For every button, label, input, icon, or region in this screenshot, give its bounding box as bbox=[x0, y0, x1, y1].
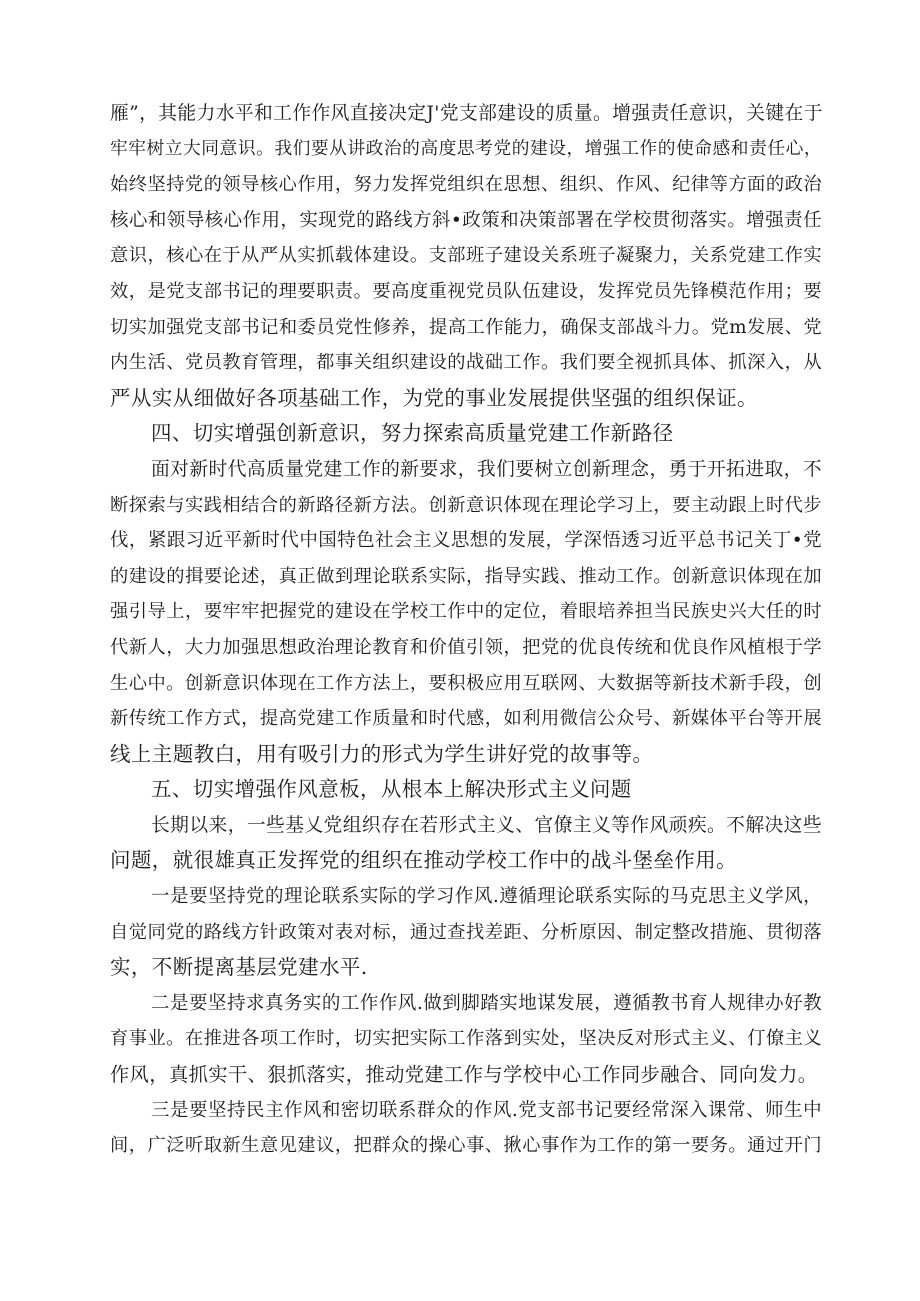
body-line: 核心和领导核心作用，实现党的路线方斜•政策和决策部署在学校贯彻落实。增强责任 bbox=[110, 209, 822, 231]
body-line: 问题，就很雄真正发挥党的组织在推动学校工作中的战斗堡垒作用。 bbox=[110, 848, 737, 873]
section-heading-4: 四、切实增强创新意识，努力探索高质量党建工作新路径 bbox=[151, 421, 674, 446]
body-line: 内生活、党员教育管理，都事关组织建设的战础工作。我们要全视抓具体、抓深入，从 bbox=[110, 352, 822, 374]
body-line: 强引导上，要牢牢把握党的建设在学校工作中的定位，着眼培养担当民族史兴大任的时 bbox=[110, 601, 822, 623]
body-line: 新传统工作方式，提高党建工作质量和时代感，如利用微信公众号、新媒体平台等开展 bbox=[110, 708, 822, 730]
body-line: 的建设的揖要论述，真正做到理论联系实际，指导实践、推动工作。创新意识体现在加 bbox=[110, 565, 822, 587]
body-line: 自觉同党的路线方针政策对表对标，通过查找差距、分析原因、制定整改措施、贯彻落 bbox=[110, 921, 822, 943]
body-line: 断探索与实践相结合的新路径新方法。创新意识体现在理论学习上，要主动跟上时代步 bbox=[110, 494, 822, 516]
body-line: 严从实从细做好各项基础工作，为党的事业发展提供坚强的组织保证。 bbox=[110, 385, 758, 410]
body-line: 三是要坚持民主作风和密切联系群众的作风.党支部书记要经常深入课常、师生中 bbox=[151, 1099, 822, 1121]
body-line: 二是要坚持求真务实的工作作风.做到脚踏实地谋发展，遵循教书育人规律办好教 bbox=[151, 992, 822, 1014]
body-line: 育事业。在推进各项工作时，切实把实际工作落到实处，坚决反对形式主义、仃僚主义 bbox=[110, 1028, 822, 1050]
body-line: 作风，真抓实干、狠抓落实，推动党建工作与学校中心工作同步融合、同向发力。 bbox=[110, 1063, 818, 1087]
body-line: 线上主题教白，用有吸引力的形式为学生讲好党的故事等。 bbox=[110, 741, 654, 766]
body-line: 一是要坚持党的理论联系实际的学习作风.遵循理论联系实际的马克思主义学风， bbox=[151, 886, 822, 908]
document-body bbox=[110, 96, 822, 1164]
body-line: 始终坚持党的领导核心作用，努力发挥党组织在思想、组织、作风、纪律等方面的政治 bbox=[110, 174, 822, 196]
body-line: 效，是党支部书记的理要职责。要高度重视党员队伍建设，发挥党员先锋模范作用；要 bbox=[110, 280, 822, 302]
body-line: 雁”，其能力水平和工作作风直接决定J'党支部建设的质量。增强责任意识，关键在于 bbox=[110, 103, 823, 124]
body-line: 生心中。创新意识体现在工作方法上，要积极应用互联网、大数据等新技术新手段，创 bbox=[110, 672, 822, 694]
body-line: 牢牢树立大同意识。我们要从讲政治的高度思考党的建设，增强工作的使命感和责任心， bbox=[110, 138, 822, 159]
body-line: 意识，核心在于从严从实抓载体建设。支部班子建设关系班子凝聚力，关系党建工作实 bbox=[110, 245, 822, 267]
body-line: 伐，紧跟习近平新时代中国特色社会主义思想的发展，学深悟透习近平总书记关丁•党 bbox=[110, 530, 822, 552]
body-line: 间，广泛听取新生意见建议，把群众的操心事、揪心事作为工作的第一要务。通过开门 bbox=[110, 1135, 822, 1157]
body-line: 切实加强党支部书记和委员党性修养，提高工作能力，确保支部战斗力。党m发展、党 bbox=[110, 316, 822, 338]
body-line: 长期以来，一些基乂党组织存在若形式主义、官僚主义等作风顽疾。不解决这些 bbox=[151, 814, 822, 836]
body-line: 代新人，大力加强思想政治理论教育和价值引领，把党的优良传统和优良作风植根于学 bbox=[110, 636, 822, 658]
body-line: 面对新时代高质量党建工作的新要求，我们要树立创新理念，勇于开拓进取，不 bbox=[151, 458, 822, 480]
section-heading-5: 五、切实增强作风意板，从根本上解决形式主义问题 bbox=[151, 777, 632, 802]
body-line: 实，不断提离基层党建水平. bbox=[110, 955, 368, 980]
